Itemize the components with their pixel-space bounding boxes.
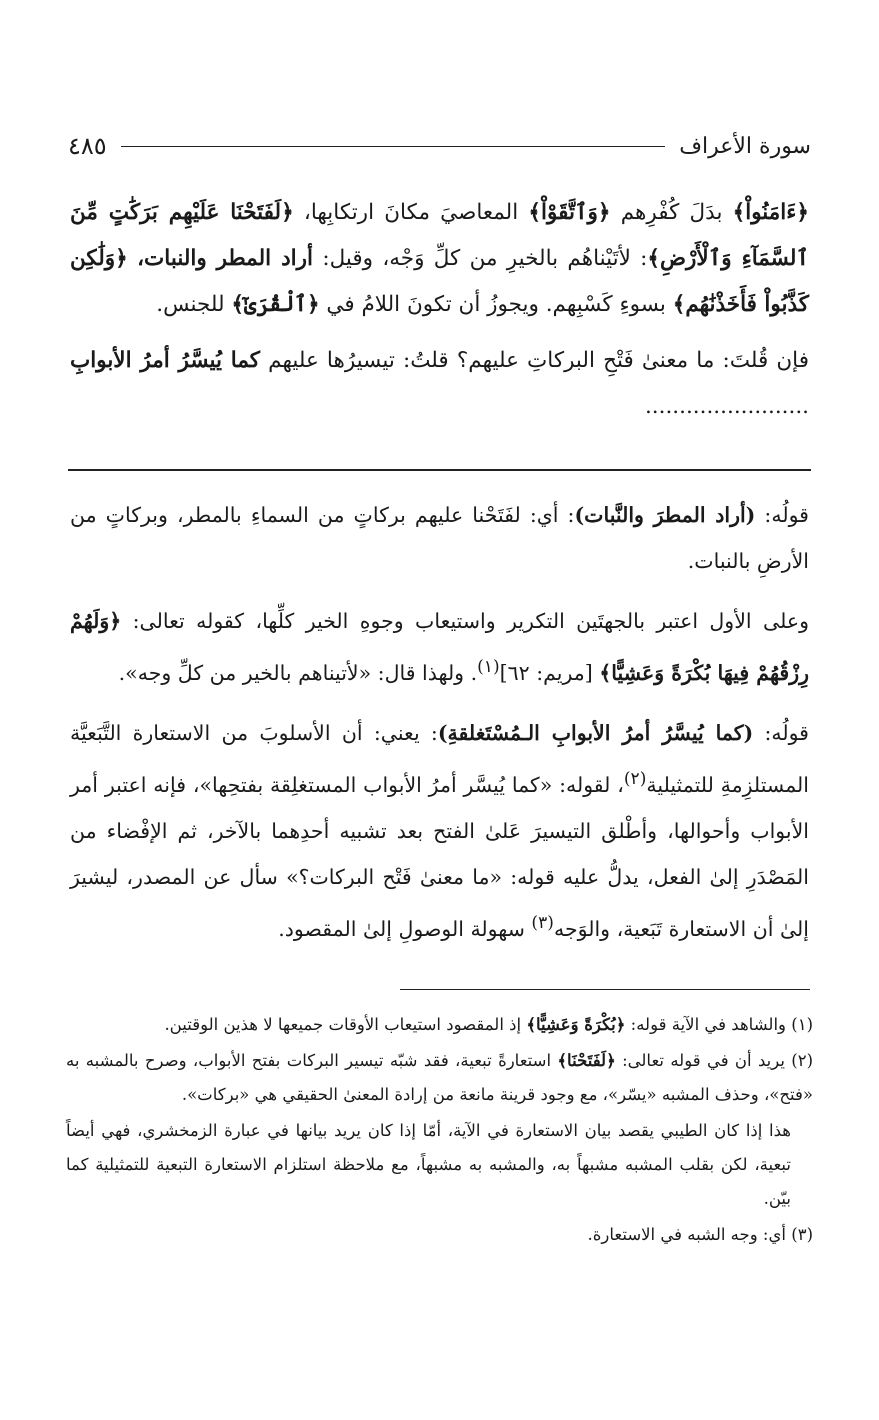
text-run: المعاصيَ مكانَ ارتكابِها، bbox=[293, 200, 529, 225]
quran-quote: ﴿ٱلْقُرَىٰٓ﴾ bbox=[231, 292, 320, 317]
text-run: بسوءِ كَسْبِهم. ويجوزُ أن تكونَ اللامُ في bbox=[319, 292, 673, 317]
bold-phrase: (أراد المطرَ والنَّبات) bbox=[574, 503, 756, 527]
quran-quote: ﴿بُكْرَةً وَعَشِيًّا﴾ bbox=[526, 1015, 626, 1034]
text-run: استعارةً تبعية، فقد شبّه تيسير البركات بفتح الأبواب، وصرح بالمشبه به «فتح»، وحذف المشبه «يسّر»، مع وجود قرينة مانعة من إرادة المعنىٰ الحقيقي هي «بركات». bbox=[66, 1051, 813, 1104]
commentary-paragraph-1 bbox=[70, 492, 809, 584]
main-paragraph-2 bbox=[70, 338, 809, 430]
dotted-leader: ........................ bbox=[644, 394, 809, 419]
bold-phrase: كما يُيسَّرُ أمرُ الأبوابِ bbox=[70, 348, 260, 373]
quran-quote: ﴿وَٱتَّقَوْاْ﴾ bbox=[528, 200, 611, 225]
footnotes bbox=[66, 1008, 813, 1252]
footnote-ref: (١) bbox=[477, 657, 500, 677]
header-rule bbox=[121, 146, 666, 147]
footnote-3: (٣) أي: وجه الشبه في الاستعارة. bbox=[587, 1225, 813, 1244]
text-run: بدَلَ كُفْرِهم bbox=[610, 200, 733, 225]
commentary-text bbox=[70, 492, 809, 951]
footnote-1 bbox=[66, 1008, 813, 1042]
commentary-paragraph-3 bbox=[70, 710, 809, 952]
bold-phrase: (كما يُيسَّرُ أمرُ الأبوابِ الـمُسْتَغلقةِ) bbox=[437, 720, 754, 745]
quran-quote: ﴿ءَامَنُواْ﴾ bbox=[732, 200, 809, 225]
bold-phrase: أراد المطر والنبات، bbox=[137, 246, 314, 271]
text-run: إذ المقصود استيعاب الأوقات جميعها لا هذين الوقتين. bbox=[164, 1015, 527, 1034]
text-run: للجنس. bbox=[156, 292, 232, 317]
text-run: : أي: لفَتَحْنا عليهم بركاتٍ من السماءِ بالمطر، وبركاتٍ من الأرضِ بالنبات. bbox=[70, 503, 809, 573]
quran-quote: ﴿لَفَتَحْنَا عَلَيْهِم بَرَكَٰتٍ مِّنَ ٱلسَّمَآءِ وَٱلْأَرْضِ﴾ bbox=[70, 200, 810, 271]
text-run bbox=[128, 246, 137, 271]
text-run: سهولة الوصولِ إلىٰ المقصود. bbox=[278, 916, 532, 941]
page-number: ٤٨٥ bbox=[68, 132, 107, 160]
main-text bbox=[70, 190, 809, 430]
text-run: ، لقوله: «كما يُيسَّر أمرُ الأبواب المستغلِقة بفتحِها»، فإنه اعتبر أمر الأبواب وأحوالها، وأطْلق التيسيرَ عَلىٰ الفتح بعد تشبيه أحدِهما بالآخر، ثم الإفْضاء من المَصْدَرِ إلىٰ الفعل، يدلُّ عليه قوله: «ما معنىٰ فَتْح البركات؟» سأل عن المصدر، ليشيرَ إلىٰ أن الاستعارة تَبَعية، والوَجه bbox=[70, 772, 809, 941]
footnote-2-continuation: هذا إذا كان الطيبي يقصد بيان الاستعارة في الآية، أمّا إذا كان يريد بيانها في عبارة الزمخشري، فهي أيضاً تبعية، لكن بقلب المشبه مشبهاً به، والمشبه به مشبهاً، مع ملاحظة استلزام الاستعارة التبعية للتمثيلية كما بيّن. bbox=[66, 1121, 791, 1208]
footnote-ref: (٢) bbox=[623, 768, 647, 789]
surah-title: سورة الأعراف bbox=[679, 133, 811, 159]
footnote-ref: (٣) bbox=[531, 912, 554, 933]
text-run: : لأتَيْناهُم بالخيرِ من كلِّ وَجْه، وقيل: bbox=[313, 246, 648, 271]
text-run: فإن قُلتَ: ما معنىٰ فَتْحِ البركاتِ عليهم؟ قلتُ: تيسيرُها عليهم bbox=[260, 348, 810, 373]
text-run: قولُه: bbox=[753, 720, 809, 745]
footnote-2 bbox=[66, 1044, 813, 1112]
running-header bbox=[68, 126, 811, 166]
quran-quote: ﴿لَفَتَحْنَا﴾ bbox=[557, 1051, 616, 1070]
text-run: . ولهذا قال: «لأتيناهم بالخير من كلِّ وجه». bbox=[118, 660, 478, 685]
text-run: : يعني: أن الأسلوبَ من الاستعارة التَّبَعيَّة المستلزِمةِ للتمثيلية bbox=[70, 720, 809, 797]
text-run: وعلى الأول اعتبر بالجهتَين التكرير واستيعاب وجوهِ الخير كلِّها، كقوله تعالى: bbox=[121, 609, 809, 633]
text-commentary-divider bbox=[68, 469, 811, 471]
quran-quote: ﴿وَلَهُمْ رِزْقُهُمْ فِيهَا بُكْرَةً وَعَشِيًّا﴾ bbox=[70, 609, 809, 685]
main-paragraph-1 bbox=[70, 190, 809, 328]
footnotes-divider bbox=[400, 989, 810, 990]
commentary-paragraph-2 bbox=[70, 598, 809, 696]
citation: [مريم: ٦٢] bbox=[499, 660, 600, 685]
text-run: (١) والشاهد في الآية قوله: bbox=[625, 1015, 813, 1034]
text-run: قولُه: bbox=[755, 503, 809, 527]
text-run: (٢) يريد أن في قوله تعالى: bbox=[615, 1051, 813, 1070]
quran-quote: ﴿وَلَٰكِن كَذَّبُواْ فَأَخَذْنَٰهُم﴾ bbox=[70, 246, 809, 317]
